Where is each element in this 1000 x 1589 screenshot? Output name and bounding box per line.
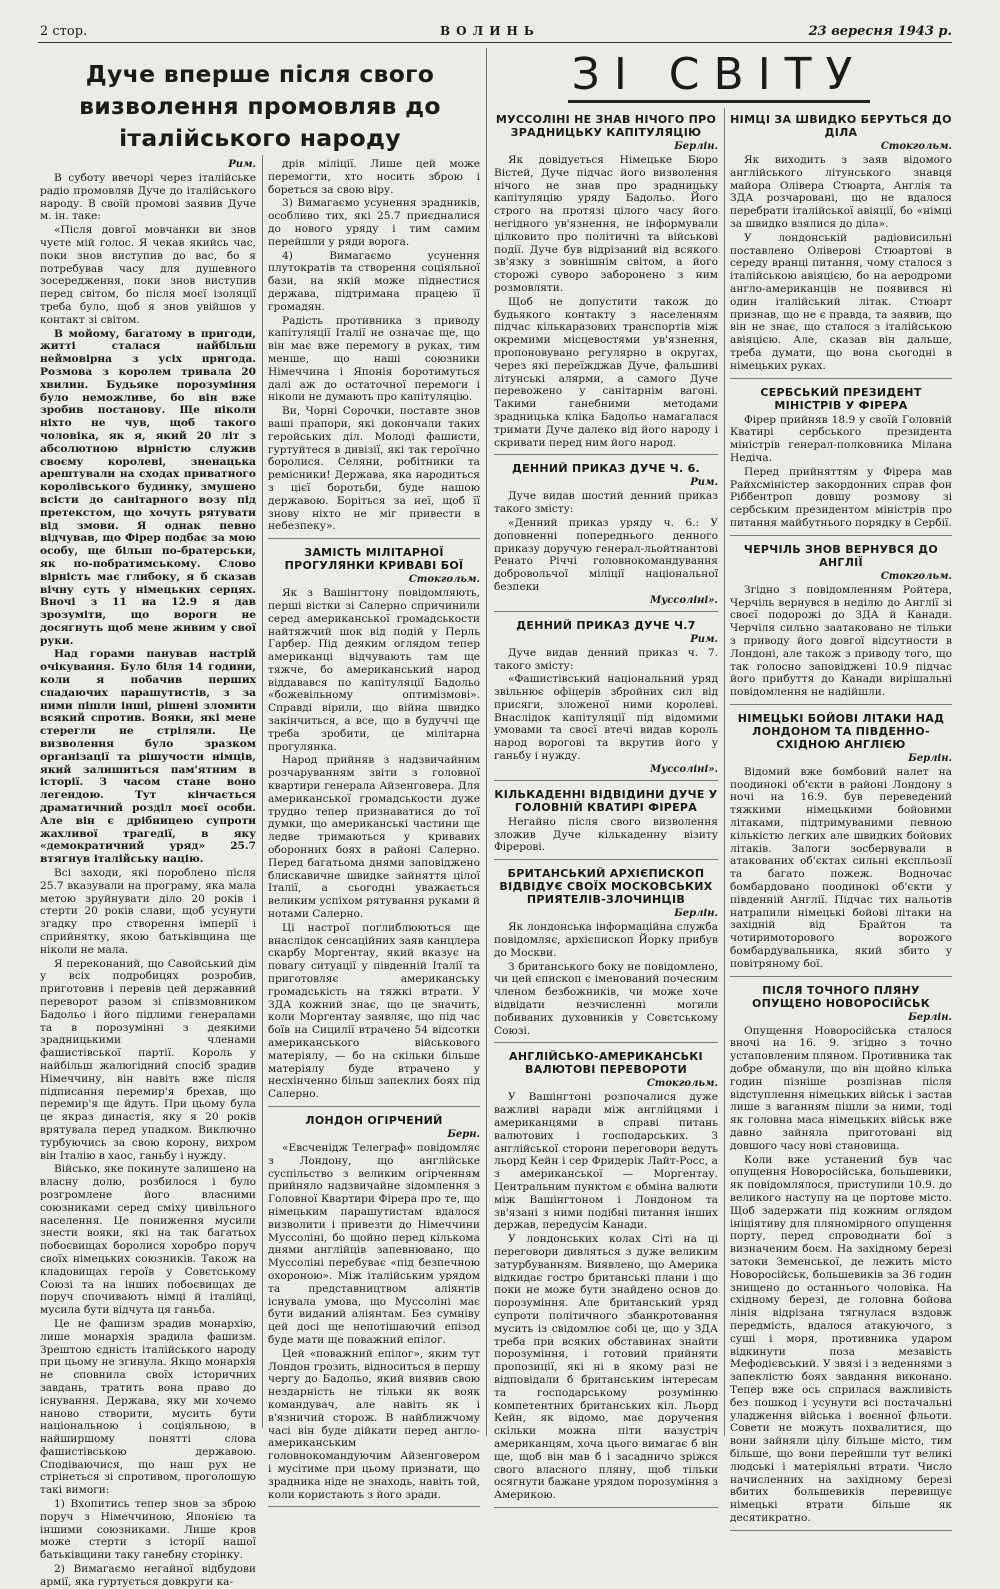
paragraph: Я переконаний, що Савойський дім у всіх подробицях розробив, приготовив і перевів цей державний переворот разом зі співзмовником Бадольо і його підлими генералами та в порозумінні з деякими зрадницькими членами фашистівської партії. Король у найбільш жалюгідний спосіб зрадив Німеччину, він навіть вже після підписання перемир'я брехав, що перемир'я ще йдуть. При цьому була це якраз династія, яку я 20 років врятувала перед упадком. Виключно турбуючись за свою корону, вихром він Італію в хаос, ганьбу і нужду. [40,957,256,1162]
article-headline: ЧЕРЧІЛЬ ЗНОВ ВЕРНУВСЯ ДО АНГЛІЇ [743,542,939,569]
paragraph: Опущення Новоросійська сталося вночі на 16. 9. згідно з точно устаповленим пляном. Противника так добре обманули, що він щойно кілька годин пізніше розпізнав після відступлення німецьких військ і застав лише з ваганням пішли за ними, тоді як головна маса німецьких військ вже давно зайняла приготовані від довшого часу нові становища. [730,1024,952,1152]
paragraph: У Вашінгтоні розпочалися дуже важливі наради між англійцями і американцями в справі питань валютових і господарських. З англійської сторони переговори ведуть льорд Кейн і сер Фридерік Лайт-Росс, а з американської — Моргентау. Центральним пунктом є обміна валюти між Вашінгтоном і Лондоном та зв'язані з ними подібні питання інших держав, передусім Канади. [494,1091,718,1232]
article-headline: НІМЕЦЬКІ БОЙОВІ ЛІТАКИ НАД ЛОНДОНОМ ТА ПІВДЕННО-СХІДНОЮ АНГЛІЄЮ [737,711,945,751]
article [494,113,718,455]
paragraph: «Евсченідж Телеграф» повідомляє з Лондону, що англійське суспільство з великим огірченням прийняло надзвичайне зідомлення з Головної Квартири Фірера про те, що німецьким парашутистам вдалося визволити і привезти до Німеччини Муссоліні, бо щойно перед кількома днями англійців запевнювано, що Муссоліні перебуває «під безпечною охороною». Між італійським урядом та представництвом аліянтів існувала умова, що Муссоліні має бути виданий аліянтам. Без сумніву цей досі ще непотішаючий епізод буде мати ще поважний епілог. [268,1141,480,1346]
section-title: ЗІ СВІТУ [568,50,870,103]
paragraph: Коли вже устанений був час опущення Новоросійська, большевики, як повідомлялося, приступили 10.9. до великого наступу на це портове місто. Щоб задержати під кожним оглядом ініціятиву для пляномірного опущення порту, перед спроводнати бої з визначеним боєм. На західному березі затоки Земенської, де лежить місто Новоросійськ, большевиків за 36 годин знищено до останнього чоловіка. На східному березі, де головна бойова лінія відрізана тягнулася вздовж передмість, вдалося атакуючого, з суші і моря, противника ударом відкинути поза мезавість Мефодієвський. У звязі і з веденнями з запеклістю боях завдання виконано. Тепер вже ось сприлася важливість без пошкод і усунути всі постачальні уладження війська і воєнної фльоти. Совети не можуть похвалитися, що вони зайняли цілу більше місто, тим більше, що вони перейшли тут великі людські і матеріяльні втрати. Число начисленних на західному березі вбитих большевиків перевищує німецькі втрати більше як десятикратно. [730,1153,952,1524]
paragraph: Ці настрої поглиблюються ще внаслідок сенсаційних заяв канцлера скарбу Моргентау, який вказує на повагу ситуації у південній Італії та приготовляє американську громадськість на тяжкі втрати. У ЗДА кожний знає, що це значить, коли Моргентау заявляє, що під час боїв на Сицилії втрачено 54 відсотки американського військового матеріялу, — бо на скільки більше матеріялу буде втрачено у несхінченно більш запеклих боях під Салерно. [268,921,480,1101]
article-headline: ЛОНДОН ОГІРЧЕНИЙ [305,1113,443,1127]
article [730,113,952,379]
issue-date: 23 вересня 1943 р. [808,24,952,39]
article-separator [494,454,718,455]
news-column-3 [494,106,718,1502]
article-signature: Муссоліні». [650,594,718,606]
paragraph: 4) Вимагаємо усунення плутократів та створення соціяльної бази, на якій може піднестися держава, підтримана працею її громадян. [268,249,480,313]
paragraph: Ви, Чорні Сорочки, поставте знов ваші прапори, які докончали таких геройських діл. Молоді фашисти, гуртуйтеся в дивізії, які так героїчно боролися. Селяни, робітники та ремісники! Держава, яка народиться з цієї боротьби, буде нашою державою. Боріться за неї, щоб її знову ніхто не міг привести в небезпеку». [268,405,480,533]
article-separator [268,1106,480,1107]
paragraph: Всі заходи, які пороблено після 25.7 вказували на програму, яка мала метою зруйнувати діло 20 років і стерти 20 років слави, щоб усунути згадку про створення імперії і сприйнятку, якою батьківщина ще ніколи не мала. [40,867,256,956]
article-dateline: Берлін. [908,752,952,764]
paragraph: Як довідується Німецьке Бюро Вістей, Дуче підчас його визволення нічого не знав про зрадницьку капітуляцію уряду Бадольо. Його строго на протязі цілого часу його негідного ув'язнення, не інформували цілковито про політичні та військові події. Дуче був відрізаний від всякого зв'язку з зовнішнім світом, а його сторожі суворо заборонено з ним розмовляти. [494,154,718,294]
article-dateline: Берлін. [908,1011,952,1023]
article-separator [494,1507,718,1508]
paragraph: Радість противника з приводу капітуляції Італії не означає ще, що він має вже перемогу в руках, тим менше, що наші союзники Німеччина і Японія боротимуться далі аж до остаточної перемоги і ніколи не думають про капітуляцію. [268,314,480,404]
paragraph: Дуче видав денний приказ ч. 7. такого змісту: [494,646,718,672]
article-dateline: Рим. [690,477,718,489]
article [268,1114,480,1507]
lead-column-1 [40,158,256,1588]
article [730,712,952,977]
article-dateline: Рим. [690,633,718,645]
article [730,386,952,536]
article-dateline: Берлін. [674,908,718,920]
lead-column-2 [268,158,480,1501]
paragraph: У лондонській радіовисильні поставлено Оліверові Стюартові в середу вранці питання, чому сталося з італійською авіяцією, бо на аеродроми англо-американців не появився ні один італійський літак. Стюарт признав, що не є правда, та заявив, що він не знає, що сталося з італійською авіяцією. Але, сказав він дальше, треба думати, що вона сьогодні в німецьких руках. [730,231,952,372]
article-headline: МУССОЛІНІ НЕ ЗНАВ НІЧОГО ПРО ЗРАДНИЦЬКУ КАПІТУЛЯЦІЮ [495,113,717,139]
article [494,619,718,781]
article-dateline: Стокгольм. [880,141,952,152]
paragraph: У лондонських колах Сіті на ці переговори дивляться з дуже великим затурбуванням. Виявлено, що Америка відкидає гостро британські плани і що поки не може бути знайдено основ до порозуміння. Але британський уряд супроти політичного збанкротовання мусить із свідомлює собі це, що у ЗДА треба при всяких обставинах знайти порозуміння, і готовий прийняти пропозиції, які ні в якому разі не відповідали б британським інтересам та господарському розумінню компетентних британських кіл. Льорд Кейн, як відомо, має доручення скільки можна піти назустріч американцям, хоча цього вимагає б він ще, щоб він мав б і засадничо зріжся свого власного пляну, щоб тільки осягнути бажане урядом порозуміння з Америкою. [494,1233,718,1502]
article-dateline: Стокгольм. [646,1078,718,1090]
article-dateline: Берлін. [674,141,718,152]
paragraph: «Після довгої мовчанки ви знов чуєте мій голос. Я чекав якийсь час, поки знов виступив до вас, бо я потребував часу для душевного зосередження, поки знов виступив перед світом, бо після моєї ізоляції треба було, щоб я знов увійшов у контакт зі світом. [40,224,256,326]
article-headline: КІЛЬКАДЕННІ ВІДВІДИНИ ДУЧЕ У ГОЛОВНІЙ КВАТИРІ ФІРЕРА [494,787,718,814]
article-headline: ЗАМІСТЬ МІЛІТАРНОЇ ПРОГУЛЯНКИ КРИВАВІ БОЇ [284,546,464,573]
paragraph: Над горами панував настрій очікування. Було біля 14 години, коли я побачив перших спадаючих парашутистів, з за ними пішли інші, рішені зломити всякий спротив. Вояки, які мене стерегли не стріляли. Це визволення було зразком організації та рішучости німців, який залишиться пам'ятним в історії. З часом стане воно легендою. Тут кінчається драматичний розділ моєї особи. Але він є дрібницею супроти жахливої трагедії, в яку «демократичний уряд» 25.7 втягнув італійську націю. [40,648,256,866]
paragraph: 3) Вимагаємо усунення зрадників, особливо тих, які 25.7 приєдналися до нового уряду і тим самим перейшли у ряди ворога. [268,197,480,248]
article-dateline: Рим. [228,159,256,170]
column-divider [486,48,487,1436]
article-separator [730,976,952,977]
column-divider [724,108,725,1436]
paragraph: В мойому, багатому в пригоди, житті сталася найбільш неймовірна з усіх пригода. Розмова з королем тривала 20 хвилин. Будьяке порозуміння було неможливе, бо він вже зробив постанову. Ще ніколи ніхто не чув, щоб такого чоловіка, як я, який 20 літ з абсолютною вірністю служив своєму королеві, зненацька арештували на сходах приватного королівського будинку, змушено всісти до санітарного возу під претекстом, що хочуть рятувати від змови. Я однак певно відчував, що Фірер подбає за мою особу, ще більш по-братерськи, як по-побратимському. Слово вірність має глибоку, я б сказав вічну суть у німецьких серцях. Вночі з 11 на 12.9 я дав зрозуміти, що вороги не досягнуть щоб мене живим у свої руки. [40,327,256,647]
paragraph: Це не фашизм зрадив монархію, лише монархія зрадила фашизм. Зрештою єдність італійського народу при цьому не згинула. Якщо монархія не сповнила своїх історичних завдань, тратить вона право до існування. Держава, яку ми хочемо наново створити, мусить бути національною і соціяльною, в найширшому понятті слова фашистівською державою. Сподіваючися, що наш рух не стрінеться зі спротивом, проголошую такі вимоги: [40,1317,256,1497]
article-separator [268,538,480,539]
article [494,1050,718,1508]
paragraph: 1) Вхопитись тепер знов за зброю поруч з Німеччиною, Японією та іншими союзниками. Лише кров може стерти з історії нашої батьківщини таку ганебну сторінку. [40,1498,256,1562]
article-headline: АНГЛІЙСЬКО-АМЕРИКАНСЬКІ ВАЛЮТОВІ ПЕРЕВОРОТИ [509,1050,703,1077]
article-separator [494,1042,718,1043]
main-headline: Дуче вперше після свого визволення промовляв до італійського народу [79,60,441,152]
paragraph: Дуче видав шостий денний приказ такого змісту: [494,490,718,516]
paragraph: Як виходить з заяв відомого англійського літунського знавця майора Олівера Стюарта, Англія та ЗДА розчаровані, що не вдалося перебрати італійської авіяції, бо «німці за швидко взялися до діла». [730,154,952,230]
article-headline: ПІСЛЯ ТОЧНОГО ПЛЯНУ ОПУЩЕНО НОВОРОСІЙСЬК [751,983,931,1010]
article [494,462,718,611]
article-headline: НІМЦІ ЗА ШВИДКО БЕРУТЬСЯ ДО ДІЛА [730,113,952,139]
paragraph: Щоб не допустити також до будьякого контакту з населенням підчас кількаразових транспортів між окремими місцевостями ув'язнення, пропоновувано регулярно в округах, через які переїжджав Дуче, фальшиві літунські алярми, а самого Дуче перевожено у санітарнім вагоні. Такими ганебними методами зрадницька кліка Бадольо намагалася тримати Дуче далеко від його народу і скривати перед ним його народ. [494,295,718,449]
paragraph: Фірер прийняв 18.9 у своїй Головній Кватирі сербського президента міністрів генерал-полковника Мілана Недіча. [730,413,952,464]
article-signature: Муссоліні». [650,763,718,775]
article [268,546,480,1107]
article-separator [494,780,718,781]
paragraph: «Денний приказ уряду ч. 6.: У доповненні попереднього денного приказу доручую генерал-льойтнантові Ренато Річчі головнокомандування добровольчої міліції національної безпеки [494,516,718,593]
article-headline: ДЕННИЙ ПРИКАЗ ДУЧЕ Ч. 6. [511,462,701,476]
paragraph: Негайно після свого визволення зложив Дуче кількаденну візиту Фірерові. [494,815,718,854]
article-headline: СЕРБСЬКИЙ ПРЕЗИДЕНТ МІНІСТРІВ У ФІРЕРА [760,385,922,412]
header-rule [38,42,952,43]
article-separator [730,704,952,705]
paragraph: Перед прийняттям у Фірера мав Райхсміністер закордонних справ фон Ріббентроп довшу розмову зі сербським президентом міністрів про питання майбутнього порядку в Сербії. [730,465,952,529]
article [494,788,718,860]
paragraph: Як з Вашінгтону повідомляють, перші вістки зі Салерно спричинили серед американської громадськости найтяжчий шок від подій у Перль Гарбер. Під деяким оглядом тепер американці відчувають там ще тяжче, бо американський народ віддавався по капітуляції Бадольо «божевільному оптимізмові». Справді вірили, що війна швидко закінчиться, а все, що в будуччі ще треба зробити, це мілітарна прогулянка. [268,587,480,753]
article-separator [494,859,718,860]
article-separator [730,535,952,536]
paragraph: «Фашистівський національний уряд звільнює офіцерів збройних сил від присяги, зложеної ними королеві. Внаслідок капітуляції під відомими умовами та своєї втечі видав король народ ворогові та вкрутив його у ганьбу і нужду. [494,673,718,763]
article-headline: БРИТАНСЬКИЙ АРХІЄПИСКОП ВІДВІДУЄ СВОЇХ МОСКОВСЬКИХ ПРИЯТЕЛІВ-ЗЛОЧИНЦІВ [499,867,713,907]
article-separator [730,1530,952,1531]
article-separator [730,378,952,379]
article-dateline: Стокгольм. [880,570,952,582]
article-separator [268,1506,480,1507]
paragraph: Як лондонська інформаційна служба повідомляє, архієпископ Йорку прибув до Москви. [494,921,718,959]
paragraph: Згідно з повідомленням Ройтера, Черчіль вернувся в неділю до Англії зі своєї подорожі до ЗДА й Канади. Черчіля сильно заатаковано не тільки з приводу його довгої відсутности в Лондоні, але також з приводу того, що так голосно заповіджені 10.9 підчас його прибуття до Канади вирішальні повідомлення не надійшли. [730,583,952,699]
article [730,984,952,1531]
column-divider [262,155,263,1428]
article-headline: ДЕННИЙ ПРИКАЗ ДУЧЕ Ч.7 [516,618,696,632]
paragraph: Народ прийняв з надзвичайним розчаруванням звіти з головної квартири генерала Айзенговера. Для американської громадськости дуже трудно тепер признаватися до тої думки, що американські частини ще ледве тримаються у кривавих оборонних боях в районі Салерно. Перед багатьома днями заповіджено блискавичне швидке зайняття цілої Італії, а сьогодні уважається великим успіхом рятування руками й нотами Салерно. [268,754,480,921]
article [494,867,718,1043]
page-number: 2 стор. [40,24,88,39]
article-dateline: Стокгольм. [408,574,480,586]
news-column-4 [730,106,952,1524]
paragraph: Військо, яке покинуте залишено на власну долю, розбилося і було розгромлене його власними союзниками серед сміху цивільного населення. Це пониження мусили знести вояки, які на так багатьох побоєвищах боролися хоробро поруч своїх німецьких союзників. Також на кладовищах героїв у Совєтському Союзі та на інших побоєвищах де поруч спочивають німці й італійці, мусила бути відчута ця ганьба. [40,1163,256,1317]
paragraph: Відомий вже бомбовий налет на поодинокі об'єкти в районі Лондону з ночі на 16.9. був переведений тяжкими німецькими бойовими літаками, підтримуваними певною кількістю легких але швидких бойових літаків. Залоги зосбервували в атакованих об'єктах сильні експльозії та багато пожеж. Водночас бомбардовано поодинокі об'єкти у південній Англії. Підчас тих нальотів натрапили німецькі бойові літаки на західній від Брайтон та чотиримоторового ворожого бомбардувальника, який збито у повітряному бої. [730,765,952,970]
paragraph: дрів міліції. Лише цей може перемогти, хто носить зброю і бореться за свою віру. [268,158,480,196]
paragraph: З британського боку не повідомлено, чи цей єпископ є іменований почесним членом безбожників, чи може хоче відвідати незчисленні могили побиваних духовників у Совєтському Союзі. [494,960,718,1037]
paragraph: Цей «поважний епілог», яким тут Лондон грозить, відноситься в першу чергу до Бадольо, який виявив свою нездарність не тільки як вояк командувач, але навіть як і в'язничий сторож. В найближчому часі він буде дійкати перед англо-американським головнокомандуючим Айзенговером і мусітиме при цьому признати, що зрадника ніде не знаходь, навіть той, коли користають з його зради. [268,1347,480,1501]
article [730,543,952,705]
article-dateline: Берн. [447,1128,480,1140]
newspaper-name: ВОЛИНЬ [440,24,540,38]
paragraph: 2) Вимагаємо негайної відбудови армії, яка гуртується довкруги ка- [40,1563,256,1588]
paragraph: В суботу ввечорі через італійське радіо промовляв Дуче до італійського народу. В своїй промові заявив Дуче м. ін. таке: [40,172,256,223]
article-separator [494,611,718,612]
